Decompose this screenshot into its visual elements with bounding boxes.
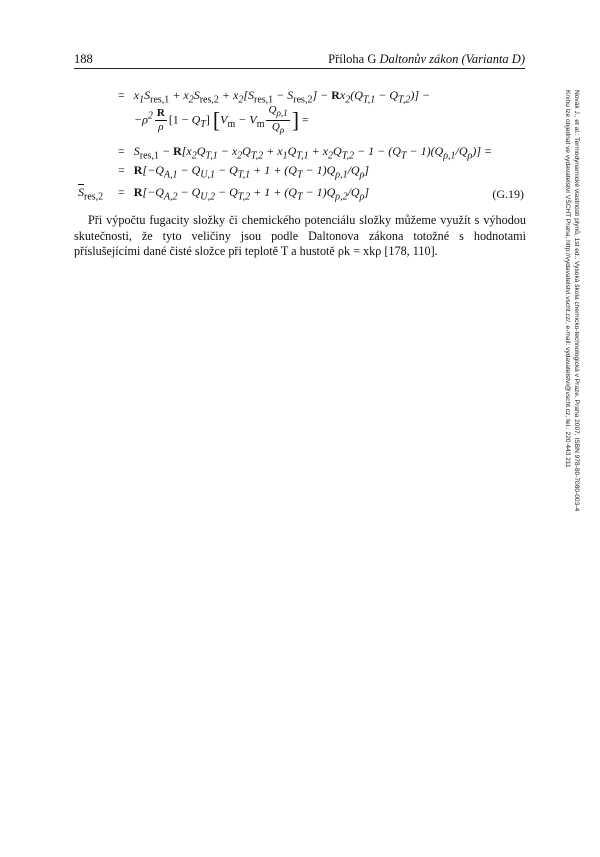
sidebar-citation: Novák J., et al.: Termodynamické vlastnosti plynů, 1st ed., Vysoká škola chemicko-technologická v Praze, Praha 2007, ISBN 978-80-7080-003-4	[573, 90, 580, 512]
equation-lhs: $\overline{S}_{res,2}$	[78, 185, 104, 203]
equation-line-4: = $R[-Q_{A,1} - Q_{U,1} - Q_{T,1} + 1 + (Q_T - 1)Q_{\rho,1}/Q_\rho]$	[118, 163, 370, 181]
running-head-appendix: Příloha G	[328, 52, 377, 66]
sidebar-order-info: Knihu lze objednat ve vydavatelství VŠCHT Praha, http://vydavatelstvi.vscht.cz/, e-mail: vydavatelstvi@vscht.cz, tel.: 220 443 211	[564, 90, 571, 468]
equation-line-3: = $S_{res,1} - R[x_2Q_{T,1} - x_2Q_{T,2} + x_1Q_{T,1} + x_2Q_{T,2} - 1 - (Q_T - 1)(Q_{\rho,1}/Q_\rho)]$ =	[118, 144, 493, 162]
body-paragraph: Při výpočtu fugacity složky či chemického potenciálu složky můžeme využít s výhodou skutečnosti, že tyto veličiny jsou podle Daltonova zákona totožné s hodnotami příslušejícími dané čisté složce při teplotě T a hustotě ρk = xkρ [178, 110].	[74, 213, 526, 258]
equation-number: (G.19)	[492, 187, 524, 201]
running-head	[328, 52, 525, 67]
running-head-title: Daltonův zákon (Varianta D)	[379, 52, 525, 66]
header-rule	[74, 68, 525, 69]
page-number: 188	[74, 52, 93, 66]
sidebar-note	[561, 90, 581, 650]
equation-line-5: = $R[-Q_{A,2} - Q_{U,2} - Q_{T,2} + 1 + (Q_T - 1)Q_{\rho,2}/Q_\rho]$	[118, 185, 370, 203]
equation-line-2: $-\rho^2$ $\frac{R}{\rho}$ $[1 - Q_T]$ [$V_m - V_m$ $\frac{Q_{\rho,1}}{Q_\rho}$ ] =	[134, 104, 309, 136]
equation-line-1: = $x_1S_{res,1} + x_2S_{res,2} + x_2[S_{res,1} - S_{res,2}] - Rx_2(Q_{T,1} - Q_{T,2})$] −	[118, 88, 431, 106]
